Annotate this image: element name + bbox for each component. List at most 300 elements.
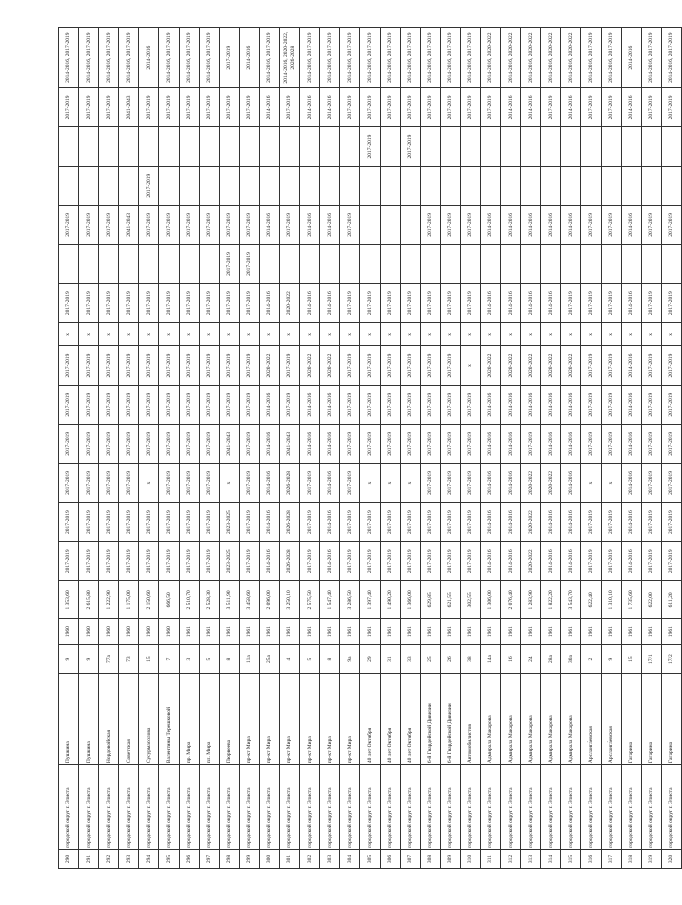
period-14-cell: 2014-2016, 2017-2019 [400, 28, 420, 88]
period-2-cell: 2014-2016 [621, 503, 641, 542]
period-11-cell [440, 166, 460, 205]
street-cell: Автомобилистов [460, 674, 480, 765]
street-cell: Адмирала Макарова [501, 674, 521, 765]
area-cell: 302,55 [460, 581, 480, 619]
period-12-cell [119, 127, 139, 166]
period-1-cell: 2017-2019 [59, 542, 79, 581]
period-3-cell: 2014-2016 [501, 463, 521, 502]
period-12-cell [259, 127, 279, 166]
period-3-cell: 2017-2019 [641, 463, 661, 502]
period-6-cell: 2017-2019 [159, 346, 179, 385]
period-12-cell [219, 127, 239, 166]
period-1-cell: 2017-2019 [661, 542, 681, 581]
period-4-cell: 2017-2019 [119, 424, 139, 463]
period-9-cell [320, 244, 340, 283]
period-2-cell: 2017-2019 [360, 503, 380, 542]
period-5-cell: 2017-2019 [641, 385, 661, 424]
period-7-cell: x [601, 323, 621, 346]
period-6-cell: 2017-2019 [641, 346, 661, 385]
period-1-cell: 2017-2019 [440, 542, 460, 581]
area-cell: 3 250,10 [280, 581, 300, 619]
period-4-cell: 2014-2016 [480, 424, 500, 463]
period-10-cell: 2017-2019 [179, 205, 199, 244]
period-3-cell: 2020-2022 [541, 463, 561, 502]
build-year-cell: 1961 [460, 619, 480, 644]
period-10-cell: 2014-2016 [320, 205, 340, 244]
table-row [59, 28, 79, 869]
period-12-cell [460, 127, 480, 166]
period-9-cell [119, 244, 139, 283]
period-8-cell: 2017-2019 [99, 284, 119, 323]
period-3-cell: x [400, 463, 420, 502]
period-9-cell [159, 244, 179, 283]
period-3-cell: 2017-2019 [79, 463, 99, 502]
table-row [239, 28, 259, 869]
period-12-cell [340, 127, 360, 166]
period-12-cell [501, 127, 521, 166]
house-number-cell: 9 [601, 644, 621, 674]
period-12-cell: 2017-2019 [360, 127, 380, 166]
period-4-cell: 2017-2019 [400, 424, 420, 463]
period-7-cell: x [119, 323, 139, 346]
table-row [380, 28, 400, 869]
period-6-cell: 2017-2019 [440, 346, 460, 385]
period-6-cell: 2014-2016 [621, 346, 641, 385]
period-4-cell: 2017-2019 [139, 424, 159, 463]
period-4-cell: 2017-2019 [239, 424, 259, 463]
municipality-cell: городской округ г. Элиста [541, 765, 561, 850]
street-cell: пр-кт Мира [280, 674, 300, 765]
table-row [179, 28, 199, 869]
period-7-cell: x [420, 323, 440, 346]
municipality-cell: городской округ г. Элиста [521, 765, 541, 850]
period-4-cell: 2017-2019 [79, 424, 99, 463]
table-row [139, 28, 159, 869]
period-3-cell: 2017-2019 [460, 463, 480, 502]
street-cell: Пюрвеева [219, 674, 239, 765]
period-7-cell: x [259, 323, 279, 346]
house-number-cell: 5 [300, 644, 320, 674]
period-4-cell: 2017-2019 [601, 424, 621, 463]
period-8-cell: 2014-2016 [501, 284, 521, 323]
period-10-cell: 2017-2019 [199, 205, 219, 244]
period-7-cell: x [480, 323, 500, 346]
period-9-cell [280, 244, 300, 283]
period-8-cell: 2014-2016 [541, 284, 561, 323]
period-4-cell: 2017-2019 [460, 424, 480, 463]
street-cell: Валентины Терешковой [159, 674, 179, 765]
area-cell: 1 735,60 [621, 581, 641, 619]
period-11-cell [380, 166, 400, 205]
area-cell: 621,55 [440, 581, 460, 619]
period-3-cell: 2020-2022 [521, 463, 541, 502]
period-7-cell: x [280, 323, 300, 346]
period-6-cell: 2020-2022 [561, 346, 581, 385]
table-row [159, 28, 179, 869]
period-2-cell: 2017-2019 [400, 503, 420, 542]
period-10-cell: 2017-2019 [99, 205, 119, 244]
period-10-cell: 2014-2016 [300, 205, 320, 244]
build-year-cell: 1961 [239, 619, 259, 644]
period-2-cell: 2026-2028 [280, 503, 300, 542]
period-2-cell: 2017-2019 [601, 503, 621, 542]
period-5-cell: 2017-2019 [280, 385, 300, 424]
period-14-cell: 2014-2016, 2017-2019 [581, 28, 601, 88]
period-13-cell: 2014-2016 [300, 88, 320, 127]
period-14-cell: 2014-2016, 2020-2022 [561, 28, 581, 88]
period-11-cell [219, 166, 239, 205]
period-3-cell: 2017-2019 [420, 463, 440, 502]
period-4-cell: 2014-2016 [300, 424, 320, 463]
area-cell: 2 076,40 [501, 581, 521, 619]
period-4-cell: 2014-2016 [541, 424, 561, 463]
period-1-cell: 2017-2019 [601, 542, 621, 581]
period-4-cell: 2014-2016 [320, 424, 340, 463]
period-6-cell: 2017-2019 [219, 346, 239, 385]
period-5-cell: 2017-2019 [340, 385, 360, 424]
area-cell: 1 547,40 [320, 581, 340, 619]
period-6-cell: 2017-2019 [179, 346, 199, 385]
row-number-cell: 293 [119, 849, 139, 868]
period-5-cell: 2017-2019 [440, 385, 460, 424]
table-row [300, 28, 320, 869]
area-cell: 622,40 [581, 581, 601, 619]
period-10-cell: 2017-2019 [340, 205, 360, 244]
period-14-cell: 2017-2019 [219, 28, 239, 88]
period-8-cell: 2014-2016 [259, 284, 279, 323]
period-2-cell: 2014-2016 [501, 503, 521, 542]
period-13-cell: 2014-2016 [621, 88, 641, 127]
table-row [440, 28, 460, 869]
table-row [99, 28, 119, 869]
period-14-cell: 2014-2016 [239, 28, 259, 88]
period-4-cell: 2041-2043 [219, 424, 239, 463]
period-1-cell: 2017-2019 [79, 542, 99, 581]
period-11-cell [561, 166, 581, 205]
street-cell: пр-кт Мира [320, 674, 340, 765]
period-2-cell: 2014-2016 [541, 503, 561, 542]
period-6-cell: 2017-2019 [400, 346, 420, 385]
period-2-cell: 2017-2019 [380, 503, 400, 542]
period-13-cell: 2017-2019 [460, 88, 480, 127]
house-number-cell: 16 [501, 644, 521, 674]
period-14-cell: 2014-2016, 2017-2019 [320, 28, 340, 88]
period-7-cell: x [239, 323, 259, 346]
period-11-cell [179, 166, 199, 205]
period-13-cell: 2017-2019 [159, 88, 179, 127]
table-row [259, 28, 279, 869]
municipality-cell: городской округ г. Элиста [320, 765, 340, 850]
municipality-cell: городской округ г. Элиста [360, 765, 380, 850]
period-8-cell: 2017-2019 [400, 284, 420, 323]
period-9-cell [661, 244, 681, 283]
area-cell: 629,85 [420, 581, 440, 619]
house-number-cell: 26 [440, 644, 460, 674]
period-3-cell: 2017-2019 [340, 463, 360, 502]
period-6-cell: 2017-2019 [59, 346, 79, 385]
period-13-cell: 2014-2016 [561, 88, 581, 127]
house-number-cell: 25 [420, 644, 440, 674]
period-9-cell [99, 244, 119, 283]
period-14-cell: 2014-2016, 2020-2022 [501, 28, 521, 88]
period-3-cell: x [601, 463, 621, 502]
period-3-cell: x [139, 463, 159, 502]
period-7-cell: x [99, 323, 119, 346]
period-3-cell: 2017-2019 [159, 463, 179, 502]
period-2-cell: 2017-2019 [641, 503, 661, 542]
house-number-cell: 33 [400, 644, 420, 674]
period-8-cell: 2020-2022 [280, 284, 300, 323]
table-row [460, 28, 480, 869]
period-9-cell [561, 244, 581, 283]
table-row [340, 28, 360, 869]
period-8-cell: 2017-2019 [199, 284, 219, 323]
street-cell: Пушкина [79, 674, 99, 765]
period-6-cell: 2017-2019 [380, 346, 400, 385]
period-2-cell: 2017-2019 [139, 503, 159, 542]
period-5-cell: 2017-2019 [581, 385, 601, 424]
period-5-cell: 2017-2019 [219, 385, 239, 424]
period-6-cell: 2020-2022 [259, 346, 279, 385]
period-9-cell: 2017-2019 [239, 244, 259, 283]
period-8-cell: 2017-2019 [581, 284, 601, 323]
period-13-cell: 2017-2019 [581, 88, 601, 127]
area-cell: 2 510,70 [179, 581, 199, 619]
period-1-cell: 2014-2016 [259, 542, 279, 581]
period-9-cell [460, 244, 480, 283]
period-1-cell: 2017-2019 [159, 542, 179, 581]
municipality-cell: городской округ г. Элиста [440, 765, 460, 850]
period-8-cell: 2017-2019 [219, 284, 239, 323]
street-cell: пр-кт Мира [259, 674, 279, 765]
period-4-cell: 2017-2019 [340, 424, 360, 463]
period-1-cell: 2020-2022 [521, 542, 541, 581]
house-number-cell: 11а [239, 644, 259, 674]
period-6-cell: 2017-2019 [239, 346, 259, 385]
period-4-cell: 2014-2016 [259, 424, 279, 463]
period-9-cell [621, 244, 641, 283]
period-5-cell: 2014-2016 [320, 385, 340, 424]
build-year-cell: 1961 [561, 619, 581, 644]
period-11-cell [119, 166, 139, 205]
period-12-cell: 2017-2019 [400, 127, 420, 166]
period-11-cell [480, 166, 500, 205]
period-11-cell [320, 166, 340, 205]
period-10-cell: 2017-2019 [219, 205, 239, 244]
period-2-cell: 2017-2019 [340, 503, 360, 542]
row-number-cell: 308 [420, 849, 440, 868]
period-4-cell: 2017-2019 [99, 424, 119, 463]
period-5-cell: 2014-2016 [521, 385, 541, 424]
house-number-cell: 5 [199, 644, 219, 674]
period-12-cell [300, 127, 320, 166]
period-14-cell: 2014-2016, 2020-2022, 2026-2028 [280, 28, 300, 88]
period-11-cell [581, 166, 601, 205]
period-12-cell [179, 127, 199, 166]
period-2-cell: 2014-2016 [320, 503, 340, 542]
period-10-cell: 2017-2019 [641, 205, 661, 244]
period-7-cell: x [360, 323, 380, 346]
table-row [561, 28, 581, 869]
period-11-cell [99, 166, 119, 205]
street-cell: 40 лет Октября [380, 674, 400, 765]
row-number-cell: 292 [99, 849, 119, 868]
period-2-cell: 2017-2019 [179, 503, 199, 542]
period-9-cell [139, 244, 159, 283]
period-5-cell: 2017-2019 [199, 385, 219, 424]
period-3-cell: 2014-2016 [621, 463, 641, 502]
period-14-cell: 2014-2016 [139, 28, 159, 88]
period-10-cell: 2017-2019 [440, 205, 460, 244]
period-12-cell [280, 127, 300, 166]
period-5-cell: 2014-2016 [501, 385, 521, 424]
period-8-cell: 2017-2019 [59, 284, 79, 323]
period-13-cell: 2017-2019 [641, 88, 661, 127]
street-cell: Советская [119, 674, 139, 765]
period-3-cell: 2017-2019 [440, 463, 460, 502]
period-4-cell: 2017-2019 [59, 424, 79, 463]
period-10-cell [400, 205, 420, 244]
table-row [521, 28, 541, 869]
period-12-cell [621, 127, 641, 166]
area-cell: 1 222,90 [99, 581, 119, 619]
period-13-cell: 2017-2019 [219, 88, 239, 127]
period-14-cell: 2014-2016 [621, 28, 641, 88]
period-2-cell: 2017-2019 [581, 503, 601, 542]
area-cell: 622,00 [641, 581, 661, 619]
period-5-cell: 2017-2019 [119, 385, 139, 424]
area-cell: 1 283,90 [521, 581, 541, 619]
period-7-cell: x [621, 323, 641, 346]
row-number-cell: 307 [400, 849, 420, 868]
period-2-cell: 2023-2025 [219, 503, 239, 542]
period-9-cell [340, 244, 360, 283]
period-14-cell: 2014-2016, 2017-2019 [380, 28, 400, 88]
area-cell: 1 822,20 [541, 581, 561, 619]
period-2-cell: 2017-2019 [199, 503, 219, 542]
period-13-cell: 2017-2019 [360, 88, 380, 127]
house-number-cell: 15 [621, 644, 641, 674]
period-11-cell [360, 166, 380, 205]
period-7-cell: x [561, 323, 581, 346]
period-14-cell: 2014-2016, 2017-2019 [179, 28, 199, 88]
period-14-cell: 2014-2016, 2017-2019 [420, 28, 440, 88]
period-14-cell: 2014-2016, 2020-2022 [521, 28, 541, 88]
house-number-cell: 73 [119, 644, 139, 674]
period-11-cell [400, 166, 420, 205]
period-1-cell: 2017-2019 [360, 542, 380, 581]
period-3-cell: 2017-2019 [239, 463, 259, 502]
period-9-cell [79, 244, 99, 283]
table-row [541, 28, 561, 869]
period-14-cell: 2014-2016, 2020-2022 [480, 28, 500, 88]
build-year-cell: 1961 [440, 619, 460, 644]
row-number-cell: 290 [59, 849, 79, 868]
period-14-cell: 2014-2016, 2017-2019 [259, 28, 279, 88]
period-8-cell: 2017-2019 [340, 284, 360, 323]
period-9-cell [541, 244, 561, 283]
period-4-cell: 2041-2043 [280, 424, 300, 463]
municipality-cell: городской округ г. Элиста [239, 765, 259, 850]
period-9-cell [440, 244, 460, 283]
build-year-cell: 1961 [360, 619, 380, 644]
period-11-cell [79, 166, 99, 205]
house-number-cell: 3 [179, 644, 199, 674]
build-year-cell: 1961 [661, 619, 681, 644]
house-number-cell: 28а [541, 644, 561, 674]
period-2-cell: 2017-2019 [59, 503, 79, 542]
area-cell: 3 511,90 [219, 581, 239, 619]
build-year-cell: 1961 [480, 619, 500, 644]
build-year-cell: 1960 [99, 619, 119, 644]
period-6-cell: 2017-2019 [199, 346, 219, 385]
period-9-cell [581, 244, 601, 283]
build-year-cell: 1961 [380, 619, 400, 644]
period-2-cell: 2017-2019 [420, 503, 440, 542]
build-year-cell: 1960 [79, 619, 99, 644]
municipality-cell: городской округ г. Элиста [219, 765, 239, 850]
period-1-cell: 2014-2016 [480, 542, 500, 581]
period-1-cell: 2017-2019 [239, 542, 259, 581]
row-number-cell: 296 [179, 849, 199, 868]
period-3-cell: 2014-2016 [320, 463, 340, 502]
street-cell: Гагарина [641, 674, 661, 765]
period-10-cell [360, 205, 380, 244]
period-6-cell: 2020-2022 [480, 346, 500, 385]
register-body [59, 28, 682, 869]
street-cell: пр-кт Мира [340, 674, 360, 765]
period-7-cell: x [661, 323, 681, 346]
period-2-cell: 2014-2016 [561, 503, 581, 542]
municipality-cell: городской округ г. Элиста [480, 765, 500, 850]
period-7-cell: x [460, 323, 480, 346]
house-number-cell: 15 [139, 644, 159, 674]
period-10-cell: 2014-2016 [259, 205, 279, 244]
period-10-cell: 2017-2019 [79, 205, 99, 244]
period-14-cell: 2014-2016, 2017-2019 [59, 28, 79, 88]
period-1-cell: 2014-2016 [561, 542, 581, 581]
row-number-cell: 319 [641, 849, 661, 868]
period-5-cell: 2014-2016 [541, 385, 561, 424]
period-11-cell [59, 166, 79, 205]
period-2-cell: 2017-2019 [300, 503, 320, 542]
area-cell: 2 575,50 [300, 581, 320, 619]
period-13-cell: 2014-2016 [501, 88, 521, 127]
table-row [199, 28, 219, 869]
period-9-cell [420, 244, 440, 283]
period-4-cell: 2017-2019 [661, 424, 681, 463]
table-row [119, 28, 139, 869]
municipality-cell: городской округ г. Элиста [99, 765, 119, 850]
period-1-cell: 2026-2028 [280, 542, 300, 581]
area-cell: 1 353,60 [59, 581, 79, 619]
period-7-cell: x [541, 323, 561, 346]
table-row [621, 28, 641, 869]
period-12-cell [380, 127, 400, 166]
build-year-cell: 1961 [641, 619, 661, 644]
table-row [501, 28, 521, 869]
area-cell: 1 366,00 [400, 581, 420, 619]
period-7-cell: x [340, 323, 360, 346]
row-number-cell: 318 [621, 849, 641, 868]
period-6-cell: 2020-2022 [320, 346, 340, 385]
period-7-cell: x [59, 323, 79, 346]
table-row [581, 28, 601, 869]
municipality-cell: городской округ г. Элиста [380, 765, 400, 850]
period-4-cell: 2014-2016 [621, 424, 641, 463]
period-7-cell: x [521, 323, 541, 346]
period-2-cell: 2014-2016 [259, 503, 279, 542]
